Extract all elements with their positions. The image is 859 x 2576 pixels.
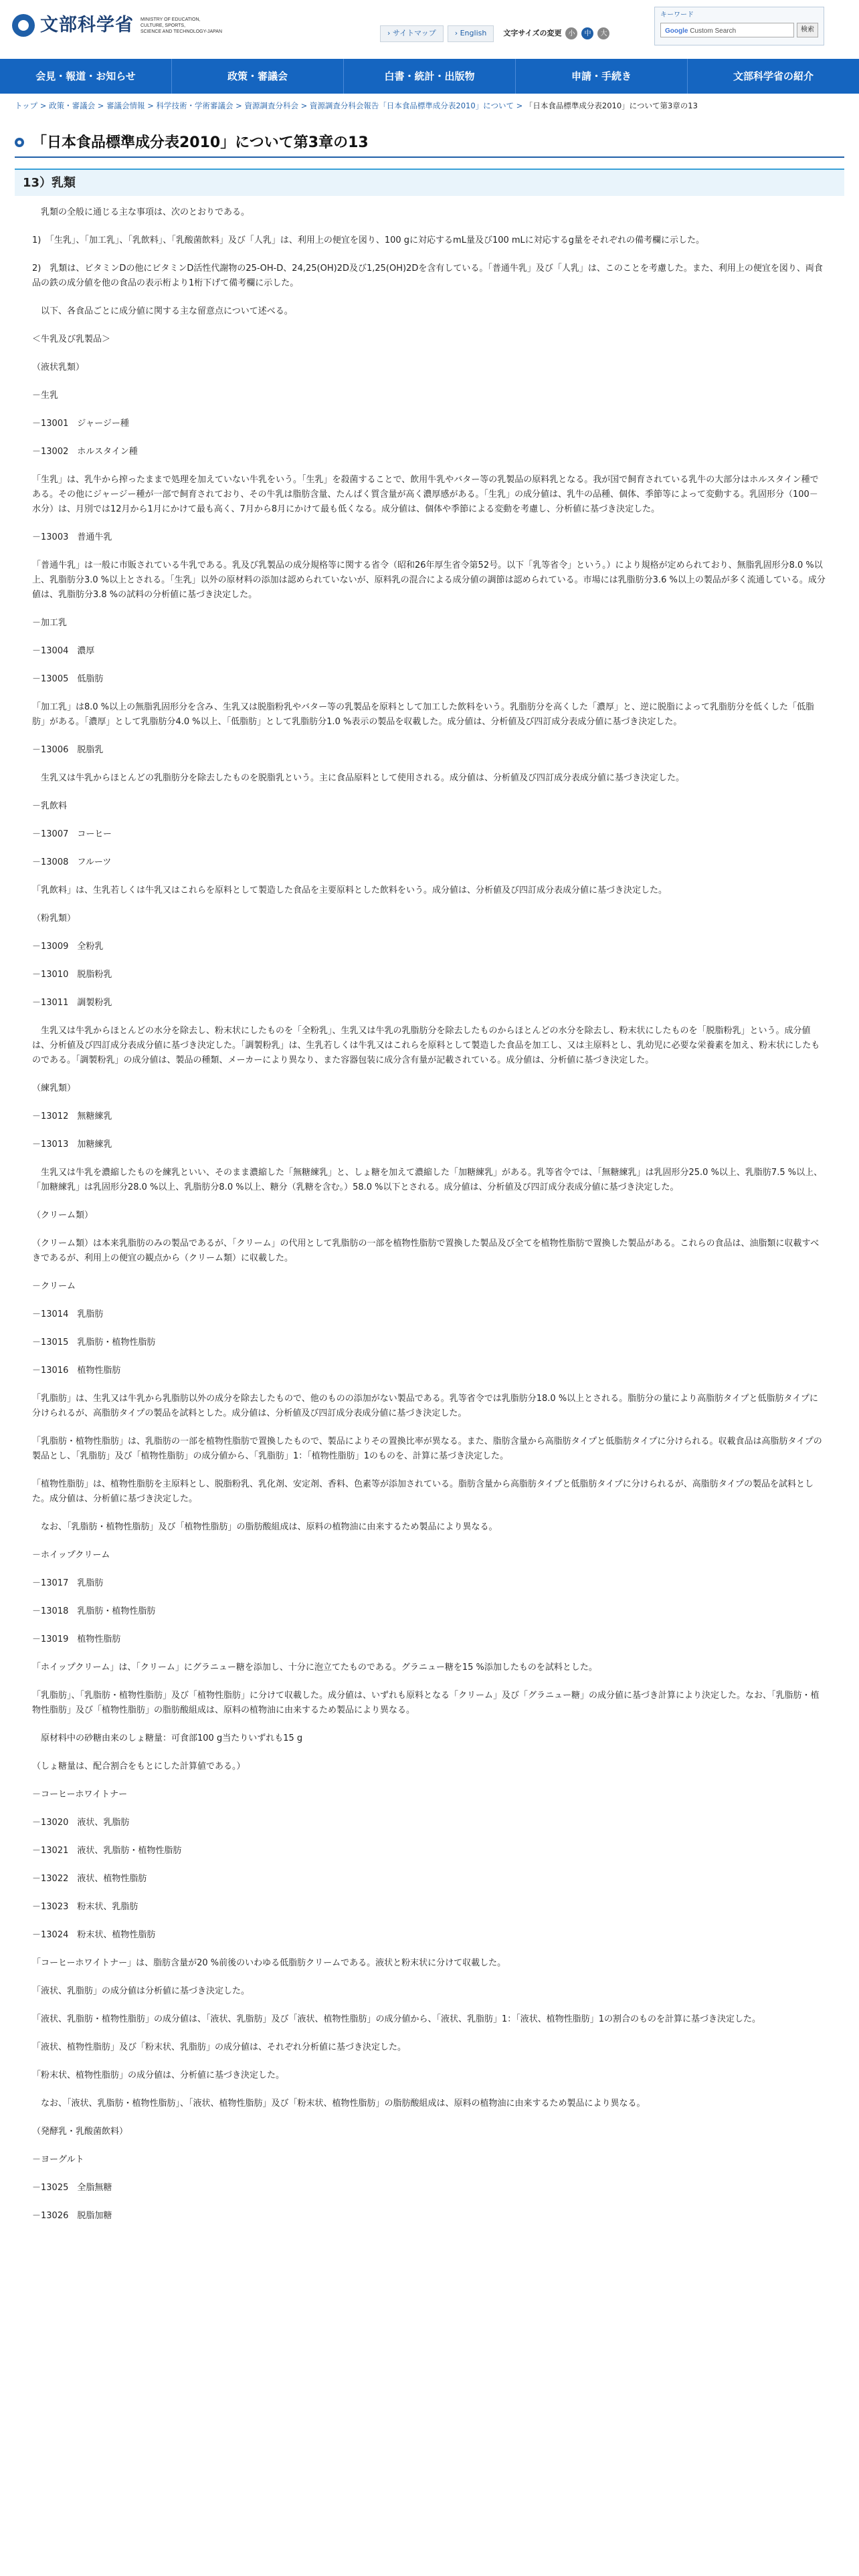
title-bullet-icon [15,138,24,147]
content-paragraph: －クリーム [32,1281,76,1291]
sitemap-link[interactable]: › サイトマップ [380,25,444,42]
breadcrumb-link[interactable]: 政策・審議会 [49,101,96,110]
content-paragraph: －13007 コーヒー [32,829,112,839]
content-paragraph: 「粉末状、植物性脂肪」の成分値は、分析値に基づき決定した。 [32,2070,285,2080]
font-size-small-button[interactable]: 小 [565,27,577,39]
header-links [380,25,613,42]
content-paragraph: －13008 フルーツ [32,857,112,867]
nav-item-about[interactable]: 文部科学省の紹介 [733,70,814,82]
nav-item-policy[interactable]: 政策・審議会 [172,59,344,94]
nav-item-publications[interactable]: 白書・統計・出版物 [344,59,516,94]
content-paragraph: －13021 液状、乳脂肪・植物性脂肪 [32,1846,182,1856]
google-logo: Google [665,27,688,35]
breadcrumb-link[interactable]: トップ [15,101,38,110]
content-paragraph: なお、「液状、乳脂肪・植物性脂肪」、「液状、植物性脂肪」及び「粉末状、植物性脂肪」の脂肪酸組成は、原料の植物油に由来するため製品により異なる。 [41,2099,646,2109]
content-paragraph: 「乳脂肪・植物性脂肪」は、乳脂肪の一部を植物性脂肪で置換したもので、製品によりその置換比率が異なる。また、脂肪含量から高脂肪タイプと低脂肪タイプに分けられる。収載食品は高脂肪タイプの製品とし、「乳脂肪」及び「植物性脂肪」の成分値から、「乳脂肪」1：「植物性脂肪」1のものを、計算に基づき決定した。 [32,1436,822,1461]
nav-item-applications[interactable]: 申請・手続き [516,59,688,94]
content-paragraph: 生乳又は牛乳からほとんどの乳脂肪分を除去したものを脱脂乳という。主に食品原料として使用される。成分値は、分析値及び四訂成分表成分値に基づき決定した。 [41,773,685,783]
content-paragraph: 以下、各食品ごとに成分値に関する主な留意点について述べる。 [41,306,293,316]
font-size-medium-button[interactable]: 中 [581,27,593,39]
content-paragraph: 原材料中の砂糖由来のしょ糖量：可食部100 g当たりいずれも15 g [41,1733,303,1743]
content-paragraph: －生乳 [32,391,59,401]
content-paragraph: （粉乳類） [32,914,76,924]
logo-text: 文部科学省 [40,15,134,35]
content-paragraph: 生乳又は牛乳からほとんどの水分を除去し、粉末状にしたものを「全粉乳」、生乳又は牛乳の乳脂肪分を除去したものからほとんどの水分を除去し、粉末状にしたものを「脱脂粉乳」という。成分値は、分析値及び四訂成分表成分値に基づき決定した。「調製粉乳」は、生乳若しくは牛乳又はこれらを原料として製造した食品を加工し、又は主原料とし、乳幼児に必要な栄養素を加え、粉末状にしたものである。「調製粉乳」の成分値は、製品の種類、メーカーにより異なり、また容器包装に成分含有量が記載されている。成分値は、分析値に基づき決定した。 [32,1026,820,1065]
content-paragraph: －13025 全脂無糖 [32,2183,112,2193]
content-paragraph: （クリーム類）は本来乳脂肪のみの製品であるが、「クリーム」の代用として乳脂肪の一部を植物性脂肪で置換した製品及び全てを植物性脂肪で置換した製品がある。これらの食品は、油脂類に収載すべきであるが、利用上の便宜の観点から（クリーム類）に収載した。 [32,1239,820,1263]
content-paragraph: －13006 脱脂乳 [32,745,104,755]
english-link[interactable]: › English [448,25,494,42]
content-paragraph: －13019 植物性脂肪 [32,1634,121,1644]
content-paragraph: －13015 乳脂肪・植物性脂肪 [32,1337,156,1348]
content-paragraph: －ヨーグルト [32,2155,84,2165]
font-size-large-button[interactable]: 大 [597,27,609,39]
global-nav [0,59,859,94]
content-paragraph: （しょ糖量は、配合割合をもとにした計算値である。） [32,1761,246,1772]
content-paragraph: （クリーム類） [32,1210,94,1220]
content-paragraph: （発酵乳・乳酸菌飲料） [32,2127,128,2137]
content-paragraph: －13022 液状、植物性脂肪 [32,1874,147,1884]
search-button[interactable]: 検索 [797,23,818,37]
logo-mark [12,14,35,37]
content-paragraph: 「生乳」は、乳牛から搾ったままで処理を加えていない牛乳をいう。「生乳」を殺菌することで、飲用牛乳やバター等の乳製品の原料乳となる。我が国で飼育されている乳牛の大部分はホルスタイン種である。その他にジャージー種が一部で飼育されており、その牛乳は脂肪含量、たんぱく質含量が高く濃厚感がある。「生乳」の成分値は、乳牛の品種、個体、季節等によって変動する。乳固形分（100－水分）は、月別では12月から1月にかけて最も高く、7月から8月にかけて最も低くなる。成分値は、個体や季節による変動を考慮し、分析値に基づき決定した。 [32,475,819,514]
section-heading [15,169,844,196]
content-paragraph: －13013 加糖練乳 [32,1140,112,1150]
content-paragraph: －13017 乳脂肪 [32,1578,104,1588]
breadcrumb-link[interactable]: 審議会情報 [106,101,145,110]
keyword-label: キーワード [660,11,694,19]
content-paragraph: －13026 脱脂加糖 [32,2211,112,2221]
page-title-bar [15,128,844,158]
content-paragraph: －13003 普通牛乳 [32,532,112,542]
content-paragraph: －13020 液状、乳脂肪 [32,1818,130,1828]
content-paragraph: 「コーヒーホワイトナー」は、脂肪含量が20 %前後のいわゆる低脂肪クリームである。液状と粉末状に分けて収載した。 [32,1958,506,1968]
content-paragraph: ＜牛乳及び乳製品＞ [32,334,111,344]
content-paragraph: 「加工乳」は8.0 %以上の無脂乳固形分を含み、生乳又は脱脂粉乳やバター等の乳製品を原料として加工した飲料をいう。乳脂肪分を高くした「濃厚」と、逆に脱脂によって乳脂肪分を低くした「低脂肪」がある。「濃厚」として乳脂肪分4.0 %以上、「低脂肪」として乳脂肪分1.0 %表示の製品を収載した。成分値は、分析値及び四訂成分表成分値に基づき決定した。 [32,702,814,727]
content-paragraph: 「ホイップクリーム」は、「クリーム」にグラニュー糖を添加し、十分に泡立てたものである。グラニュー糖を15 %添加したものを試料とした。 [32,1662,597,1673]
content-paragraph: －13012 無糖練乳 [32,1111,112,1121]
breadcrumb-link[interactable]: 資源調査分科会報告「日本食品標準成分表2010」について [309,101,514,110]
content-paragraph: 1) 「生乳」、「加工乳」、「乳飲料」、「乳酸菌飲料」及び「人乳」は、利用上の便宜を図り、100 gに対応するmL量及び100 mLに対応するg量をそれぞれの備考欄に示した。 [32,235,705,245]
content-paragraph: －13023 粉末状、乳脂肪 [32,1902,138,1912]
site-logo[interactable] [12,12,222,39]
content-paragraph: －加工乳 [32,618,68,628]
content-paragraph: 2) 乳類は、ビタミンDの他にビタミンD活性代謝物の25-OH-D、24,25(OH)2D及び1,25(OH)2Dを含有している。「普通牛乳」及び「人乳」は、このことを考慮した。また、利用上の便宜を図り、両食品の鉄の成分値を他の食品の表示桁より1桁下げて備考欄に示した。 [32,263,823,288]
content-paragraph: －コーヒーホワイトナー [32,1790,128,1800]
content-paragraph: 生乳又は牛乳を濃縮したものを練乳といい、そのまま濃縮した「無糖練乳」と、しょ糖を加えて濃縮した「加糖練乳」がある。乳等省令では、「無糖練乳」は乳固形分25.0 %以上、乳脂肪7.5 %以上、「加糖練乳」は乳固形分28.0 %以上、乳脂肪分8.0 %以上、糖分（乳糖を含む。）58.0 %以下とされる。成分値は、分析値及び四訂成分表成分値に基づき決定した。 [32,1168,823,1192]
content-paragraph: －13018 乳脂肪・植物性脂肪 [32,1606,156,1616]
content-paragraph: 「液状、乳脂肪・植物性脂肪」の成分値は、「液状、乳脂肪」及び「液状、植物性脂肪」の成分値から、「液状、乳脂肪」1：「液状、植物性脂肪」1の割合のものを計算に基づき決定した。 [32,2014,761,2024]
content-paragraph: －ホイップクリーム [32,1550,110,1560]
page-title: 「日本食品標準成分表2010」について第3章の13 [32,134,369,151]
content-paragraph: 「乳脂肪」、「乳脂肪・植物性脂肪」及び「植物性脂肪」に分けて収載した。成分値は、いずれも原料となる「クリーム」及び「グラニュー糖」の成分値に基づき計算により決定した。なお、「乳脂肪・植物性脂肪」及び「植物性脂肪」の脂肪酸組成は、原料の植物油に由来するため製品により異なる。 [32,1691,820,1715]
site-header [0,0,859,59]
content-paragraph: 「普通牛乳」は一般に市販されている牛乳である。乳及び乳製品の成分規格等に関する省令（昭和26年厚生省令第52号。以下「乳等省令」という。）により規格が定められており、無脂乳固形分8.0 %以上、乳脂肪分3.0 %以上とされる。「生乳」以外の原材料の添加は認められていないが、原料乳の混合による成分値の調節は認められている。市場には乳脂肪分3.6 %以上の製品が多く流通している。成分値は、乳脂肪分3.8 %の試料の分析値に基づき決定した。 [32,560,826,600]
content-paragraph: （液状乳類） [32,362,85,372]
content-paragraph: －乳飲料 [32,801,68,811]
breadcrumb-link[interactable]: 科学技術・学術審議会 [156,101,233,110]
content-paragraph: －13010 脱脂粉乳 [32,970,112,980]
content-body [0,196,859,2224]
content-paragraph: －13004 濃厚 [32,646,95,656]
content-paragraph: －13005 低脂肪 [32,674,104,684]
content-paragraph: －13011 調製粉乳 [32,998,112,1008]
content-paragraph: 「液状、植物性脂肪」及び「粉末状、乳脂肪」の成分値は、それぞれ分析値に基づき決定した。 [32,2042,407,2052]
content-paragraph: 「乳脂肪」は、生乳又は牛乳から乳脂肪以外の成分を除去したもので、他のものの添加がない製品である。乳等省令では乳脂肪分18.0 %以上とされる。脂肪分の量により高脂肪タイプと低脂肪タイプに分けられるが、高脂肪タイプの製品を試料とした。成分値は、分析値及び四訂成分表成分値に基づき決定した。 [32,1394,818,1418]
content-paragraph: －13001 ジャージー種 [32,419,129,429]
content-paragraph: －13009 全粉乳 [32,942,104,952]
content-paragraph: 「乳飲料」は、生乳若しくは牛乳又はこれらを原料として製造した食品を主要原料とした飲料をいう。成分値は、分析値及び四訂成分表成分値に基づき決定した。 [32,885,668,895]
content-paragraph: 「液状、乳脂肪」の成分値は分析値に基づき決定した。 [32,1986,250,1996]
logo-subtitle: MINISTRY OF EDUCATION, CULTURE, SPORTS, SCIENCE AND TECHNOLOGY-JAPAN [140,17,223,34]
search-input[interactable]: Google Custom Search [660,23,794,37]
nav-item-news[interactable]: 会見・報道・お知らせ [0,59,172,94]
breadcrumb-link[interactable]: 資源調査分科会 [244,101,298,110]
content-paragraph: －13002 ホルスタイン種 [32,447,138,457]
content-paragraph: －13014 乳脂肪 [32,1309,104,1319]
content-paragraph: 「植物性脂肪」は、植物性脂肪を主原料とし、脱脂粉乳、乳化剤、安定剤、香料、色素等が添加されている。脂肪含量から高脂肪タイプと低脂肪タイプに分けられるが、高脂肪タイプの製品を試料とした。成分値は、分析値に基づき決定した。 [32,1479,814,1504]
content-paragraph: なお、「乳脂肪・植物性脂肪」及び「植物性脂肪」の脂肪酸組成は、原料の植物油に由来するため製品により異なる。 [41,1522,498,1532]
content-paragraph: －13024 粉末状、植物性脂肪 [32,1930,156,1940]
content-paragraph: 乳類の全般に通じる主な事項は、次のとおりである。 [41,207,250,217]
search-box [654,7,824,45]
breadcrumb-current: 「日本食品標準成分表2010」について第3章の13 [524,101,698,110]
section-title: 13）乳類 [23,176,76,190]
breadcrumb: トップ > 政策・審議会 > 審議会情報 > 科学技術・学術審議会 > 資源調査分科会 > 資源調査分科会報告「日本食品標準成分表2010」について > 「日本食品標準成分表2010」について第3章の13 [15,101,698,110]
content-paragraph: （練乳類） [32,1083,76,1093]
font-size-label: 文字サイズの変更 [503,29,562,37]
content-paragraph: －13016 植物性脂肪 [32,1366,121,1376]
